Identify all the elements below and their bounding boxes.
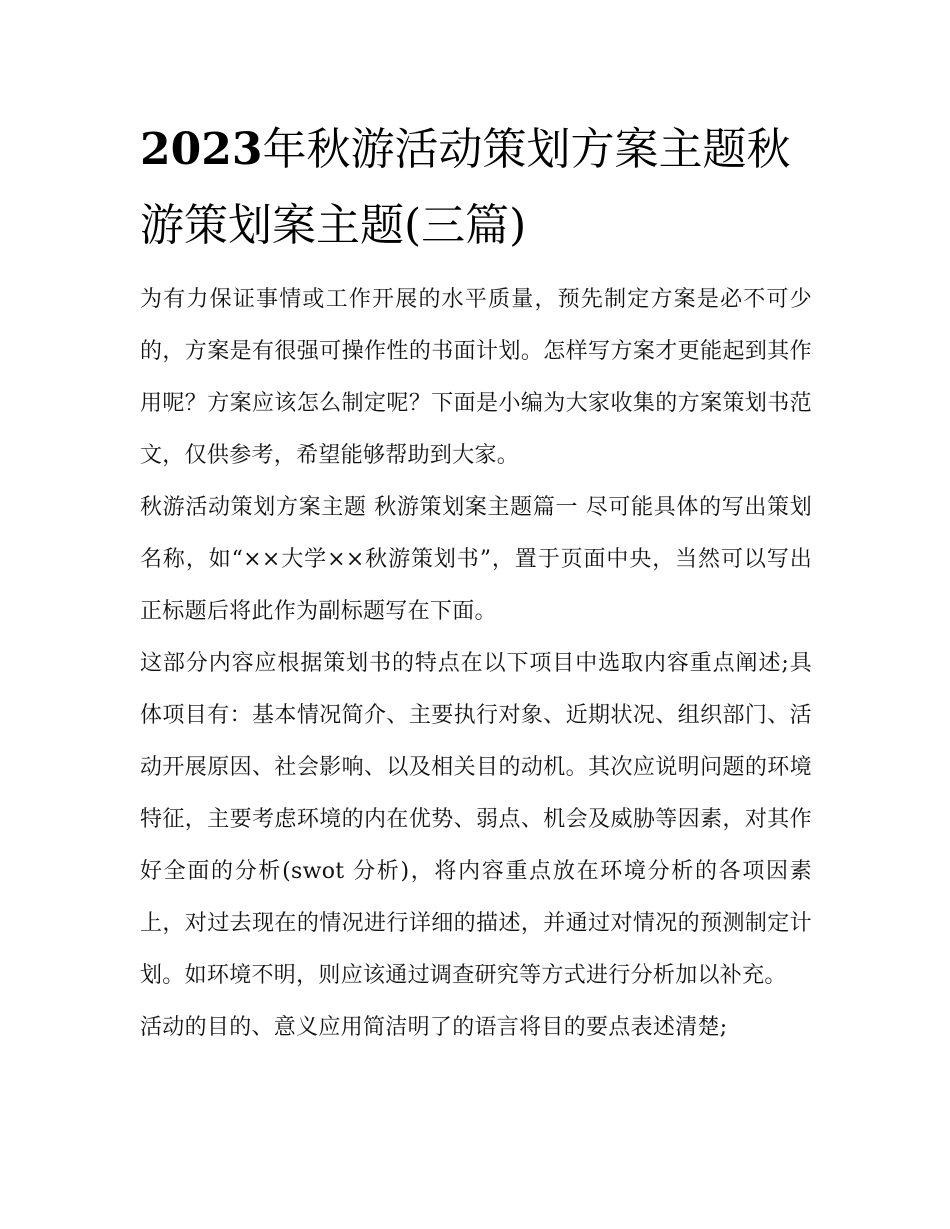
title-text: 年秋游活动策划方案主题秋游策划案主题(三篇) xyxy=(140,124,791,251)
paragraph-background: 这部分内容应根据策划书的特点在以下项目中选取内容重点阐述;具体项目有：基本情况简介、主要执行对象、近期状况、组织部门、活动开展原因、社会影响、以及相关目的动机。其次应说明问题的环境特征，主要考虑环境的内在优势、弱点、机会及威胁等因素，对其作好全面的分析(swot 分析)，将内容重点放在环境分析的各项因素上，对过去现在的情况进行详细的描述，并通过对情况的预测制定计划。如环境不明，则应该通过调查研究等方式进行分析加以补充。 xyxy=(140,651,812,988)
document-content xyxy=(140,112,812,1054)
paragraph-intro: 为有力保证事情或工作开展的水平质量，预先制定方案是必不可少的，方案是有很强可操作性的书面计划。怎样写方案才更能起到其作用呢？方案应该怎么制定呢？下面是小编为大家收集的方案策划书范文，仅供参考，希望能够帮助到大家。 xyxy=(140,287,812,468)
title-year: 2023 xyxy=(140,124,263,175)
document-title xyxy=(140,112,812,264)
paragraph-purpose: 活动的目的、意义应用简洁明了的语言将目的要点表述清楚; xyxy=(140,1015,728,1040)
paragraph-section-one: 秋游活动策划方案主题 秋游策划案主题篇一 尽可能具体的写出策划名称，如“××大学××秋游策划书”，置于页面中央，当然可以写出正标题后将此作为副标题写在下面。 xyxy=(140,495,812,624)
